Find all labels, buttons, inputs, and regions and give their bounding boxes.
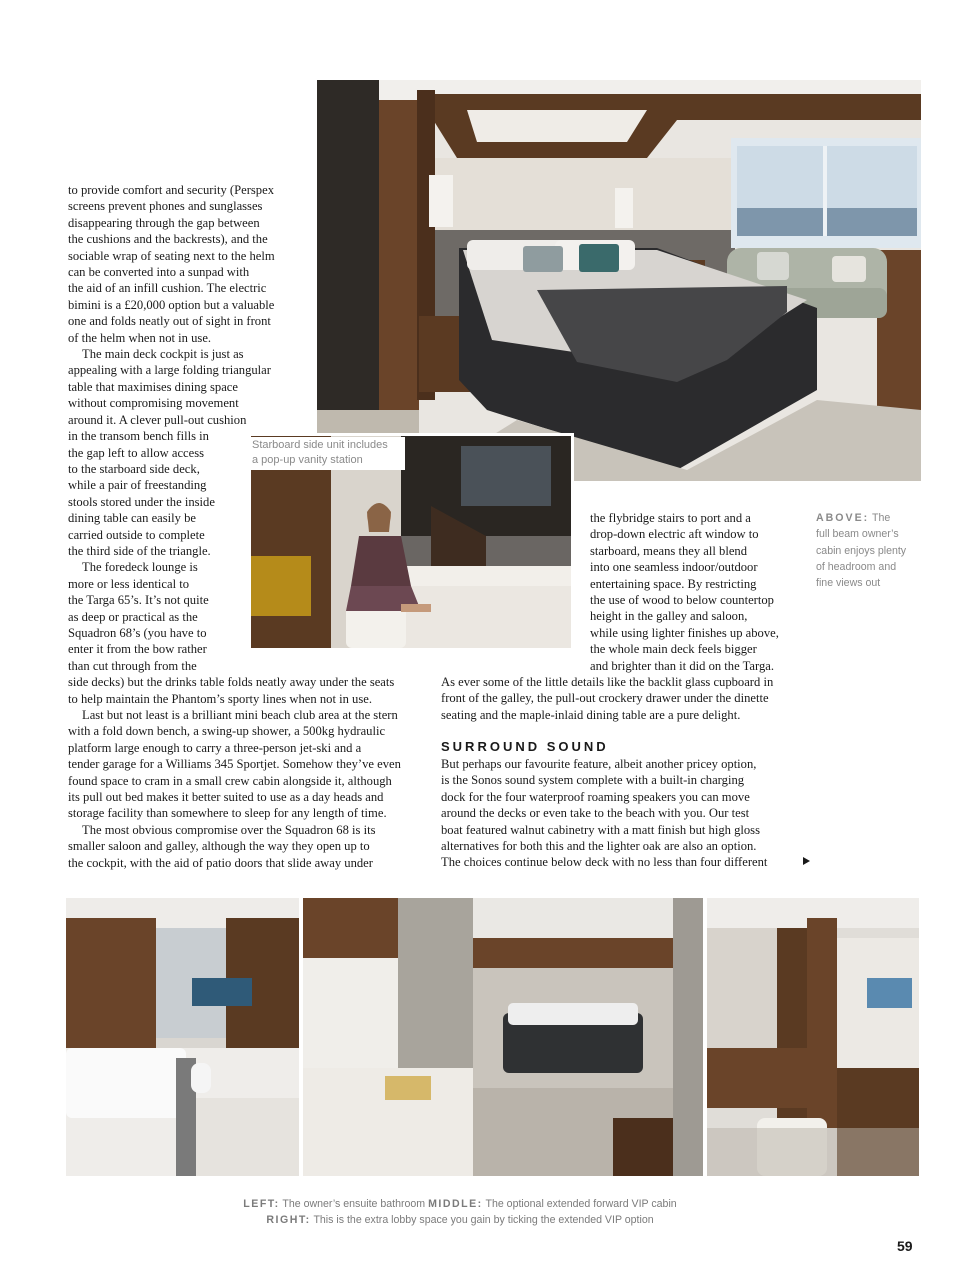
- text-line: is the Sonos sound system complete with a built-in charging: [441, 773, 745, 788]
- text-line: bimini is a £20,000 option but a valuable: [68, 297, 275, 312]
- text-line: to help maintain the Phantom’s sporty lines when not in use.: [68, 691, 372, 706]
- vip-cabin-photo: [303, 898, 703, 1176]
- text-line: more or less identical to: [68, 576, 190, 591]
- text-line: the Targa 65’s. It’s not quite: [68, 593, 209, 608]
- owner-cabin-photo: [317, 80, 921, 481]
- caption-line: full beam owner’s: [816, 528, 899, 541]
- caption-label: RIGHT:: [266, 1214, 311, 1226]
- text-line: starboard, means they all blend: [590, 543, 748, 558]
- text-line: disappearing through the gap between: [68, 215, 260, 230]
- col2-top-block: [590, 510, 779, 674]
- text-line: can be converted into a sunpad with: [68, 265, 250, 280]
- text-line: with a fold down bench, a swing-up shower, a 500kg hydraulic: [68, 724, 386, 739]
- text-line: to provide comfort and security (Perspex: [68, 183, 274, 197]
- text-line: Squadron 68’s (you have to: [68, 625, 207, 640]
- text-line: drop-down electric aft window to: [590, 527, 759, 542]
- above-caption: [816, 510, 928, 591]
- page-number: 59: [897, 1238, 913, 1254]
- text-line: side decks) but the drinks table folds neatly away under the seats: [68, 675, 395, 690]
- text-line: height in the galley and saloon,: [590, 609, 748, 624]
- text-line: sociable wrap of seating next to the helm: [68, 248, 275, 263]
- text-line: front of the galley, the pull-out crockery drawer under the dinette: [441, 691, 769, 706]
- caption-label: LEFT:: [243, 1198, 280, 1210]
- text-line: the cockpit, with the aid of patio doors that slide away under: [68, 855, 373, 870]
- text-line: the whole main deck feels bigger: [590, 642, 757, 657]
- text-line: storage facility than somewhere to sleep for any length of time.: [68, 806, 387, 821]
- text-line: than cut through from the: [68, 658, 197, 673]
- caption-line: of headroom and: [816, 560, 897, 573]
- text-line: in the transom bench fills in: [68, 429, 209, 444]
- inset-caption: [250, 437, 405, 470]
- caption-label: ABOVE:: [816, 512, 870, 524]
- text-line: boat featured walnut cabinetry with a matt finish but high gloss: [441, 822, 760, 837]
- text-line: alternatives for both this and the lighter oak are also an option.: [441, 839, 757, 854]
- text-line: one and folds neatly out of sight in front: [68, 314, 271, 329]
- text-line: the third side of the triangle.: [68, 543, 211, 558]
- caption-text: This is the extra lobby space you gain by ticking the extended VIP option: [313, 1214, 654, 1226]
- text-line: enter it from the bow rather: [68, 642, 207, 657]
- caption-line: fine views out: [816, 577, 881, 590]
- text-line: the gap left to allow access: [68, 445, 205, 460]
- text-line: seating and the maple-inlaid dining table are a pure delight.: [441, 707, 741, 722]
- text-line: screens prevent phones and sunglasses: [68, 199, 263, 214]
- text-line: and brighter than it did on the Targa.: [590, 658, 775, 673]
- text-line: found space to cram in a small crew cabin alongside it, although: [68, 773, 392, 788]
- col1-top-block: [68, 182, 401, 871]
- text-line: without compromising movement: [68, 396, 239, 411]
- text-line: The foredeck lounge is: [82, 560, 198, 575]
- text-line: entertaining space. By restricting: [590, 576, 757, 591]
- text-line: of the helm when not in use.: [68, 330, 212, 345]
- caption-text: The owner’s ensuite bathroom: [282, 1198, 426, 1210]
- text-line: platform large enough to carry a three-person jet-ski and a: [68, 740, 362, 755]
- caption-text: The optional extended forward VIP cabin: [485, 1198, 677, 1210]
- col2-wide-block: [441, 674, 773, 723]
- text-line: while using lighter finishes up above,: [590, 625, 779, 640]
- text-line: Last but not least is a brilliant mini beach club area at the stern: [82, 708, 398, 722]
- text-line: smaller saloon and galley, although the way they open up to: [68, 839, 370, 854]
- text-line: the cushions and the backrests), and the: [68, 232, 268, 247]
- bathroom-photo: [66, 898, 299, 1176]
- text-line: table that maximises dining space: [68, 379, 238, 394]
- caption-line: cabin enjoys plenty: [816, 544, 907, 557]
- text-line: the use of wood to below countertop: [590, 593, 774, 608]
- text-line: But perhaps our favourite feature, albeit another pricey option,: [441, 757, 757, 771]
- text-line: while a pair of freestanding: [68, 478, 207, 493]
- caption-label: MIDDLE:: [428, 1198, 483, 1210]
- text-line: dock for the four waterproof roaming speakers you can move: [441, 789, 750, 804]
- text-line: the flybridge stairs to port and a: [590, 511, 751, 525]
- text-line: around it. A clever pull-out cushion: [68, 412, 247, 427]
- text-line: to the starboard side deck,: [68, 461, 200, 476]
- text-line: As ever some of the little details like the backlit glass cupboard in: [441, 675, 774, 689]
- text-line: appealing with a large folding triangular: [68, 363, 271, 378]
- inset-caption-line: Starboard side unit includes: [252, 439, 388, 451]
- section-heading: SURROUND SOUND: [441, 739, 609, 754]
- text-line: the aid of an infill cushion. The electric: [68, 281, 267, 296]
- text-line: dining table can easily be: [68, 511, 196, 526]
- continue-arrow-icon: [803, 857, 810, 865]
- caption-text: The: [871, 512, 891, 524]
- text-line: stools stored under the inside: [68, 494, 215, 509]
- text-line: The most obvious compromise over the Squadron 68 is its: [82, 822, 376, 837]
- inset-caption-line: a pop-up vanity station: [252, 454, 363, 466]
- col2-sound-block: [441, 756, 767, 871]
- text-line: tender garage for a Williams 345 Sportjet. Somehow they’ve even: [68, 757, 401, 772]
- text-line: carried outside to complete: [68, 527, 205, 542]
- text-line: around the decks or even take to the beach with you. Our test: [441, 806, 750, 821]
- text-line: into one seamless indoor/outdoor: [590, 560, 758, 575]
- text-line: its pull out bed makes it better suited to use as a day heads and: [68, 790, 384, 805]
- lobby-photo: [707, 898, 919, 1176]
- text-line: The choices continue below deck with no less than four different: [441, 855, 768, 870]
- text-line: The main deck cockpit is just as: [82, 347, 244, 362]
- text-line: as deep or practical as the: [68, 609, 198, 624]
- bottom-caption: [0, 1196, 920, 1228]
